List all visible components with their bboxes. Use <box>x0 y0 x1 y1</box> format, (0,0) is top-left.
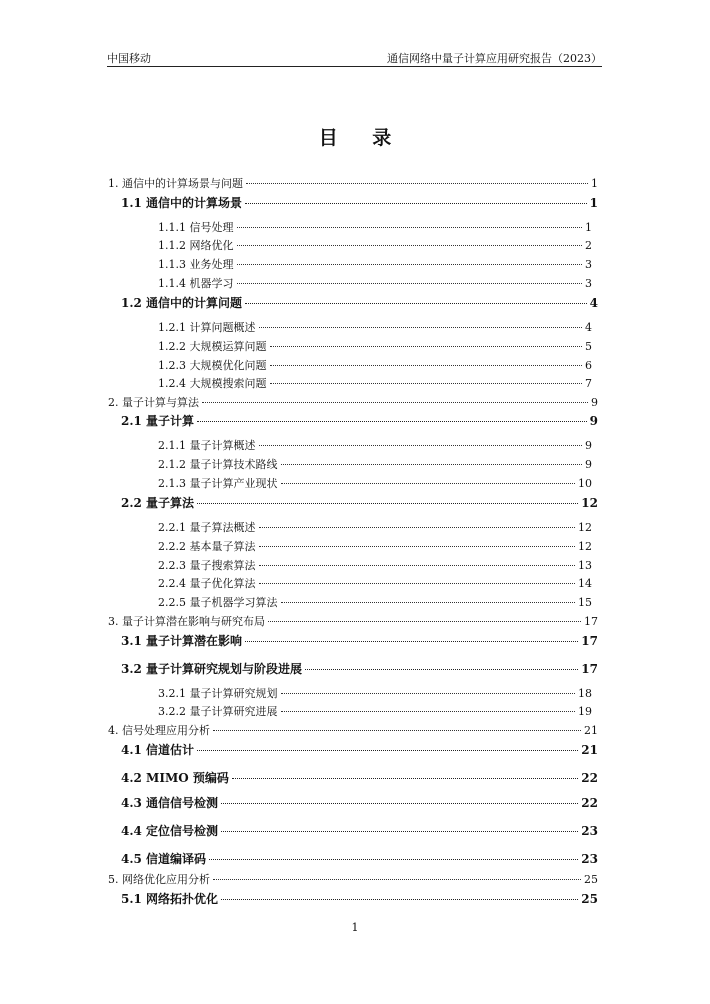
toc-entry-label: 4.3 通信信号检测 <box>121 796 219 810</box>
toc-entry[interactable] <box>158 539 592 555</box>
toc-leader-dots <box>270 346 583 347</box>
toc-entry-page: 6 <box>585 359 592 372</box>
toc-entry-page: 1 <box>585 221 592 234</box>
toc-entry-page: 9 <box>591 396 598 409</box>
toc-entry-label: 3.1 量子计算潜在影响 <box>121 634 243 648</box>
toc-leader-dots <box>232 778 578 779</box>
toc-entry[interactable] <box>158 220 592 236</box>
toc-entry[interactable] <box>158 320 592 336</box>
toc-entry[interactable] <box>158 457 592 473</box>
toc-entry[interactable] <box>158 276 592 292</box>
toc-entry-page: 7 <box>585 377 592 390</box>
toc-entry[interactable] <box>158 376 592 392</box>
toc-entry-label: 4.1 信道估计 <box>121 743 195 757</box>
toc-entry[interactable] <box>108 723 598 739</box>
toc-leader-dots <box>259 546 576 547</box>
toc-entry-page: 22 <box>581 796 598 810</box>
toc-leader-dots <box>213 730 581 731</box>
toc-entry-label: 3.2.1 量子计算研究规划 <box>158 687 278 700</box>
toc-entry-page: 23 <box>581 824 598 838</box>
toc-entry[interactable] <box>158 358 592 374</box>
toc-entry-label: 3. 量子计算潜在影响与研究布局 <box>108 615 265 628</box>
toc-leader-dots <box>221 831 578 832</box>
header-right: 通信网络中量子计算应用研究报告（2023） <box>387 52 602 65</box>
toc-entry[interactable] <box>158 238 592 254</box>
toc-entry-page: 12 <box>578 521 592 534</box>
page-title: 目 录 <box>318 127 406 149</box>
toc-entry-page: 1 <box>591 177 598 190</box>
toc-entry[interactable] <box>121 195 598 211</box>
toc-entry[interactable] <box>108 395 598 411</box>
toc-entry-page: 13 <box>578 559 592 572</box>
toc-leader-dots <box>270 365 583 366</box>
toc-entry[interactable] <box>121 633 598 649</box>
toc-entry-page: 17 <box>581 662 598 676</box>
toc-leader-dots <box>259 527 576 528</box>
toc-entry[interactable] <box>108 872 598 888</box>
toc-entry[interactable] <box>158 476 592 492</box>
toc-leader-dots <box>259 583 576 584</box>
toc-entry[interactable] <box>108 176 598 192</box>
page-number: 1 <box>351 921 359 934</box>
toc-entry[interactable] <box>121 770 598 786</box>
toc-leader-dots <box>237 283 583 284</box>
toc-leader-dots <box>281 602 576 603</box>
toc-entry-label: 5.1 网络拓扑优化 <box>121 892 219 906</box>
toc-entry-page: 19 <box>578 705 592 718</box>
toc-entry-page: 15 <box>578 596 592 609</box>
toc-entry[interactable] <box>158 595 592 611</box>
toc-entry-label: 1.1.3 业务处理 <box>158 258 234 271</box>
toc-entry-label: 1. 通信中的计算场景与问题 <box>108 177 243 190</box>
toc-leader-dots <box>197 503 578 504</box>
toc-entry-label: 2.2.5 量子机器学习算法 <box>158 596 278 609</box>
toc-entry-label: 2.2.1 量子算法概述 <box>158 521 256 534</box>
toc-entry-label: 2.1.2 量子计算技术路线 <box>158 458 278 471</box>
toc-entry-page: 22 <box>581 771 598 785</box>
toc-leader-dots <box>237 264 583 265</box>
toc-entry[interactable] <box>121 742 598 758</box>
toc-leader-dots <box>259 565 576 566</box>
toc-entry-label: 1.2.2 大规模运算问题 <box>158 340 267 353</box>
toc-entry-label: 3.2.2 量子计算研究进展 <box>158 705 278 718</box>
header-rule <box>107 66 602 67</box>
toc-entry-label: 1.1.1 信号处理 <box>158 221 234 234</box>
header-left: 中国移动 <box>107 52 151 65</box>
toc-entry[interactable] <box>158 339 592 355</box>
toc-entry-page: 9 <box>585 458 592 471</box>
toc-leader-dots <box>221 803 578 804</box>
toc-entry-page: 5 <box>585 340 592 353</box>
toc-entry-page: 4 <box>585 321 592 334</box>
toc-entry-label: 2.2 量子算法 <box>121 496 195 510</box>
toc-entry-label: 4.4 定位信号检测 <box>121 824 219 838</box>
toc-entry[interactable] <box>121 295 598 311</box>
toc-entry[interactable] <box>108 614 598 630</box>
toc-entry-page: 9 <box>585 439 592 452</box>
toc-entry-page: 1 <box>589 196 598 210</box>
toc-entry-label: 1.1.2 网络优化 <box>158 239 234 252</box>
toc-entry-label: 1.2 通信中的计算问题 <box>121 296 243 310</box>
toc-entry-label: 2.1 量子计算 <box>121 414 195 428</box>
toc-leader-dots <box>213 879 581 880</box>
toc-entry-page: 12 <box>578 540 592 553</box>
toc-entry[interactable] <box>158 558 592 574</box>
toc-entry-label: 2. 量子计算与算法 <box>108 396 199 409</box>
toc-leader-dots <box>197 421 587 422</box>
toc-leader-dots <box>259 445 583 446</box>
toc-entry-label: 1.2.1 计算问题概述 <box>158 321 256 334</box>
toc-leader-dots <box>281 693 576 694</box>
toc-entry-page: 25 <box>581 892 598 906</box>
toc-leader-dots <box>245 303 587 304</box>
toc-leader-dots <box>270 383 583 384</box>
toc-leader-dots <box>221 899 578 900</box>
toc-entry-page: 21 <box>584 724 598 737</box>
toc-entry-page: 12 <box>581 496 598 510</box>
toc-entry[interactable] <box>121 661 598 677</box>
toc-entry-label: 3.2 量子计算研究规划与阶段进展 <box>121 662 303 676</box>
toc-entry-page: 3 <box>585 258 592 271</box>
toc-entry[interactable] <box>158 704 592 720</box>
toc-leader-dots <box>245 641 578 642</box>
toc-entry-page: 18 <box>578 687 592 700</box>
toc-entry-page: 25 <box>584 873 598 886</box>
toc-entry-label: 2.2.3 量子搜索算法 <box>158 559 256 572</box>
toc-leader-dots <box>197 750 578 751</box>
toc-leader-dots <box>281 464 583 465</box>
toc-entry[interactable] <box>121 413 598 429</box>
toc-entry-label: 4.5 信道编译码 <box>121 852 207 866</box>
toc-entry[interactable] <box>121 851 598 867</box>
toc-entry-page: 17 <box>581 634 598 648</box>
toc-leader-dots <box>202 402 588 403</box>
toc-entry-page: 17 <box>584 615 598 628</box>
toc-entry-label: 2.1.3 量子计算产业现状 <box>158 477 278 490</box>
toc-entry-page: 4 <box>589 296 598 310</box>
toc-entry-label: 1.1.4 机器学习 <box>158 277 234 290</box>
toc-entry-page: 10 <box>578 477 592 490</box>
toc-leader-dots <box>268 621 581 622</box>
toc-leader-dots <box>305 669 578 670</box>
toc-entry-label: 4.2 MIMO 预编码 <box>121 771 229 785</box>
toc-entry[interactable] <box>121 891 598 907</box>
toc-leader-dots <box>245 203 587 204</box>
toc-entry[interactable] <box>121 823 598 839</box>
toc-entry-label: 1.1 通信中的计算场景 <box>121 196 243 210</box>
toc-entry-page: 3 <box>585 277 592 290</box>
toc-entry-page: 23 <box>581 852 598 866</box>
toc-entry-label: 2.1.1 量子计算概述 <box>158 439 256 452</box>
toc-entry[interactable] <box>158 438 592 454</box>
toc-entry-label: 4. 信号处理应用分析 <box>108 724 210 737</box>
toc-entry-page: 14 <box>578 577 592 590</box>
toc-leader-dots <box>237 245 583 246</box>
toc-leader-dots <box>281 711 576 712</box>
toc-entry-label: 2.2.2 基本量子算法 <box>158 540 256 553</box>
toc-entry[interactable] <box>121 495 598 511</box>
toc-entry-label: 1.2.3 大规模优化问题 <box>158 359 267 372</box>
toc-entry-label: 1.2.4 大规模搜索问题 <box>158 377 267 390</box>
toc-leader-dots <box>209 859 578 860</box>
toc-entry[interactable] <box>121 795 598 811</box>
toc-entry[interactable] <box>158 686 592 702</box>
toc-entry-page: 21 <box>581 743 598 757</box>
toc-entry-label: 2.2.4 量子优化算法 <box>158 577 256 590</box>
toc-leader-dots <box>246 183 588 184</box>
toc-leader-dots <box>259 327 583 328</box>
toc-entry[interactable] <box>158 520 592 536</box>
toc-entry[interactable] <box>158 257 592 273</box>
toc-leader-dots <box>237 227 583 228</box>
toc-leader-dots <box>281 483 576 484</box>
toc-entry[interactable] <box>158 576 592 592</box>
toc-entry-page: 2 <box>585 239 592 252</box>
toc-entry-label: 5. 网络优化应用分析 <box>108 873 210 886</box>
toc-entry-page: 9 <box>589 414 598 428</box>
